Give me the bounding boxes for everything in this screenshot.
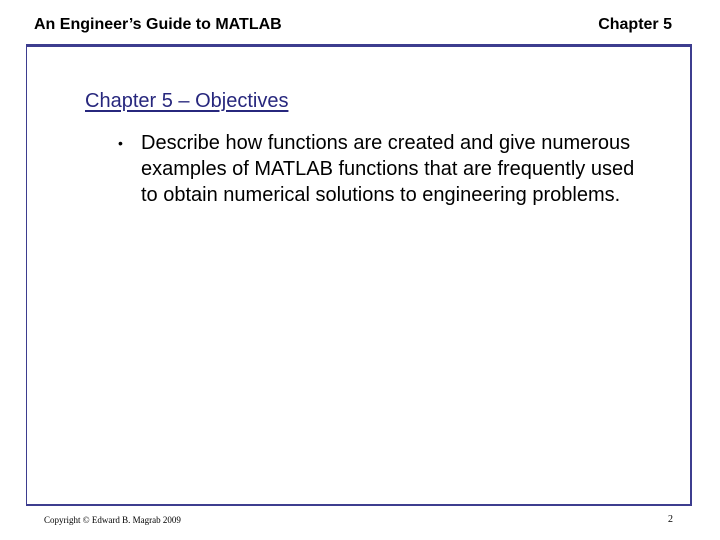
slide-title: Chapter 5 – Objectives <box>85 90 289 112</box>
copyright-notice: Copyright © Edward B. Magrab 2009 <box>44 515 181 525</box>
objectives-list <box>118 130 638 208</box>
page-number: 2 <box>668 514 673 525</box>
chapter-label: Chapter 5 <box>598 16 672 33</box>
slide-frame <box>26 44 692 506</box>
bullet-text: Describe how functions are created and give numerous examples of MATLAB functions that are frequently used to obtain numerical solutions to engineering problems. <box>141 132 635 206</box>
list-item <box>118 130 638 208</box>
book-title: An Engineer’s Guide to MATLAB <box>34 16 282 33</box>
bullet-icon: • <box>118 135 123 151</box>
